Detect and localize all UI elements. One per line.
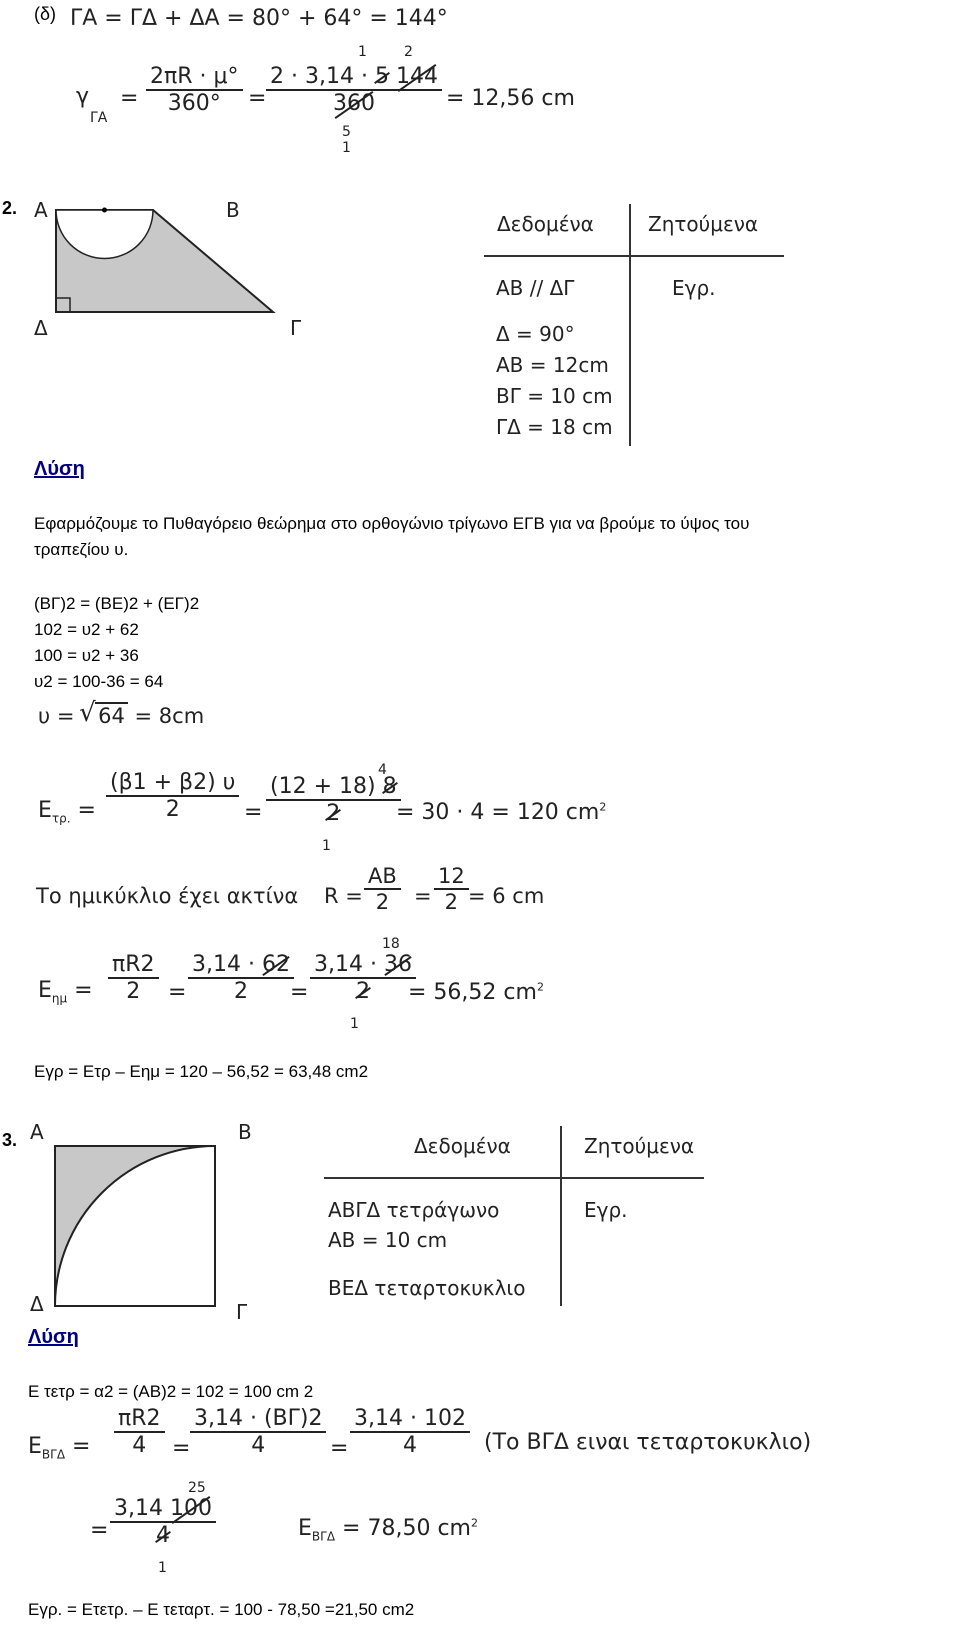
trapezoid-area-numeric bbox=[266, 774, 401, 826]
cancelled-number: 4 bbox=[155, 1523, 170, 1548]
trapezoid-area-result: = 30 · 4 = 120 $cm^2$ bbox=[396, 800, 607, 825]
fraction-denominator: 2 bbox=[233, 979, 248, 1004]
numerator-part: 3,14 bbox=[114, 1496, 170, 1521]
fraction-denominator: 2 bbox=[165, 797, 180, 822]
cancel-note-bottom: 1 bbox=[158, 1560, 167, 1576]
equals-sign: = bbox=[168, 980, 187, 1005]
fraction-numerator bbox=[310, 952, 416, 977]
fraction-numerator: 12 bbox=[438, 864, 465, 888]
area-symbol: E bbox=[38, 798, 52, 823]
area-subscript: ΒΓΔ bbox=[311, 1529, 336, 1544]
shaded-area-result-3: Eγρ. = Eτετρ. – E τεταρτ. = 100 - 78,50 =21,50 cm2 bbox=[28, 1600, 415, 1619]
fraction-numerator: 2πR · μ° bbox=[150, 64, 239, 89]
vertex-label-a: A bbox=[30, 1120, 44, 1144]
exercise-number-2: 2. bbox=[2, 198, 18, 218]
cancel-note-top-1: 1 bbox=[358, 44, 367, 60]
square-quarter-circle-figure bbox=[40, 1130, 250, 1310]
fraction-denominator: 2 bbox=[126, 979, 141, 1004]
fraction-denominator: 360° bbox=[167, 91, 221, 116]
exercise-number-3: 3. bbox=[2, 1130, 18, 1150]
semicircle-center-dot bbox=[102, 208, 107, 213]
area-symbol: E bbox=[28, 1434, 42, 1459]
fraction-denominator bbox=[152, 1523, 174, 1548]
cancelled-number: 2 bbox=[355, 979, 370, 1004]
quarter-area-step2 bbox=[190, 1406, 326, 1458]
pythagoras-eq-2: 102 = υ2 + 62 bbox=[34, 620, 139, 639]
semicircle-area-label: $E_{\eta\mu}$ = bbox=[38, 978, 93, 1006]
radius-symbol: R = bbox=[324, 884, 363, 908]
fraction-numerator bbox=[266, 64, 442, 89]
cancel-note-top: 18 bbox=[382, 936, 400, 952]
solution-text-line2: τραπεζίου υ. bbox=[34, 540, 129, 559]
trapezoid-area-formula bbox=[106, 770, 239, 822]
given-table-hline bbox=[484, 255, 784, 257]
area-symbol: E bbox=[38, 978, 52, 1003]
arc-length-result: = 12,56 cm bbox=[446, 86, 575, 111]
area-subscript: ημ bbox=[51, 991, 68, 1006]
wanted-header: Ζητούμενα bbox=[648, 212, 759, 236]
numerator-part: 2 · 3,14 · bbox=[270, 64, 375, 89]
cancelled-number: 62 bbox=[261, 952, 290, 977]
radius-fraction-numeric bbox=[434, 864, 469, 914]
fraction-denominator: 4 bbox=[251, 1433, 266, 1458]
height-result bbox=[38, 702, 204, 728]
cancelled-number: 144 bbox=[395, 64, 438, 89]
numerator-part: (12 + 18) bbox=[270, 774, 383, 799]
result-value: = 78,50 cm bbox=[342, 1516, 471, 1541]
cancel-note-top: 4 bbox=[378, 762, 387, 778]
cancel-note-bottom: 1 bbox=[350, 1016, 359, 1032]
fraction-numerator: πR2 bbox=[112, 952, 155, 977]
result-value: = 30 · 4 = 120 cm bbox=[396, 800, 600, 825]
wanted-header: Ζητούμενα bbox=[584, 1134, 695, 1158]
radius-result: = 6 cm bbox=[468, 884, 545, 908]
result-value: = 56,52 cm bbox=[408, 980, 537, 1005]
area-symbol: E bbox=[298, 1516, 312, 1541]
vertex-label-d: Δ bbox=[34, 316, 48, 340]
fraction-numerator bbox=[266, 774, 401, 799]
gamma-symbol: γ bbox=[76, 84, 90, 109]
quarter-area-formula bbox=[114, 1406, 165, 1458]
semicircle-area-formula bbox=[108, 952, 159, 1004]
pythagoras-eq-1: (ΒΓ)2 = (ΒΕ)2 + (ΕΓ)2 bbox=[34, 594, 200, 613]
gamma-subscript: ΓΑ bbox=[90, 110, 108, 126]
cancel-note-bottom-2: 1 bbox=[342, 140, 351, 156]
semicircle-radius-text: Το ημικύκλιο έχει ακτίνα bbox=[36, 884, 299, 908]
arc-length-numeric-fraction bbox=[266, 64, 442, 116]
vertex-label-d: Δ bbox=[30, 1292, 44, 1316]
square-root: √ 64 bbox=[95, 702, 128, 728]
fraction-denominator bbox=[329, 91, 379, 116]
numerator-part: 3,14 · bbox=[192, 952, 262, 977]
given-item: AB = 10 cm bbox=[328, 1228, 448, 1252]
solution-title: Λύση bbox=[34, 458, 85, 480]
given-header: Δεδομένα bbox=[497, 212, 594, 236]
quarter-circle-area-label: $E_{B\Gamma\Delta}$ = bbox=[28, 1434, 91, 1462]
fraction-numerator bbox=[188, 952, 294, 977]
wanted-item: Eγρ. bbox=[584, 1198, 628, 1222]
quarter-area-step3 bbox=[350, 1406, 470, 1458]
fraction-denominator: 4 bbox=[132, 1433, 147, 1458]
semicircle-area-step2 bbox=[188, 952, 294, 1004]
cancelled-number: 36 bbox=[383, 952, 412, 977]
shaded-area-result-2: Eγρ = Eτρ – Eημ = 120 – 56,52 = 63,48 cm2 bbox=[34, 1062, 369, 1081]
given-item: Δ = 90° bbox=[496, 322, 575, 346]
vertex-label-a: A bbox=[34, 198, 48, 222]
given-item: ΓΔ = 18 cm bbox=[496, 415, 613, 439]
vertex-label-b: B bbox=[238, 1120, 252, 1144]
fraction-numerator: πR2 bbox=[118, 1406, 161, 1431]
given-item: AB = 12cm bbox=[496, 353, 609, 377]
fraction-numerator: 3,14 · 102 bbox=[354, 1406, 466, 1431]
height-lhs: υ = bbox=[38, 704, 75, 728]
vertex-label-b: B bbox=[226, 198, 240, 222]
pythagoras-eq-3: 100 = υ2 + 36 bbox=[34, 646, 139, 665]
cancelled-number: 360 bbox=[332, 91, 375, 116]
cancelled-number: 2 bbox=[326, 801, 341, 826]
fraction-denominator bbox=[322, 801, 344, 826]
trapezoid-area-label: $E_{\tau\rho.}$ = bbox=[38, 798, 96, 826]
equals-sign: = bbox=[90, 1518, 109, 1543]
cancelled-number: 8 bbox=[382, 774, 397, 799]
given-table-vline bbox=[629, 204, 631, 446]
wanted-item: Eγρ. bbox=[672, 276, 716, 300]
equals-sign: = bbox=[330, 1436, 349, 1461]
quarter-circle-area-result: $E_{B\Gamma\Delta} = 78,50$ $cm^2$ bbox=[298, 1516, 478, 1544]
fraction-denominator bbox=[352, 979, 374, 1004]
area-subscript: ΒΓΔ bbox=[41, 1447, 66, 1462]
pythagoras-eq-4: υ2 = 100-36 = 64 bbox=[34, 672, 164, 691]
given-header: Δεδομένα bbox=[414, 1134, 511, 1158]
semicircle-area-step3 bbox=[310, 952, 416, 1004]
given-table-hline bbox=[324, 1177, 704, 1179]
fraction-denominator: 2 bbox=[444, 890, 459, 914]
equals-sign: = bbox=[172, 1436, 191, 1461]
semicircle-area-result: = 56,52 $cm^2$ bbox=[408, 980, 544, 1005]
shaded-region bbox=[55, 1146, 215, 1306]
quarter-area-step4 bbox=[110, 1496, 216, 1548]
cancel-note-top-2: 2 bbox=[404, 44, 413, 60]
equals-sign: = bbox=[414, 884, 432, 908]
cancel-note-bottom: 1 bbox=[322, 838, 331, 854]
vertex-label-g: Γ bbox=[290, 316, 302, 340]
given-table-vline bbox=[560, 1126, 562, 1306]
cancel-note-bottom-1: 5 bbox=[342, 124, 351, 140]
fraction-numerator bbox=[110, 1496, 216, 1521]
arc-sum-equation: ΓΑ = ΓΔ + ΔΑ = 80° + 64° = 144° bbox=[70, 6, 448, 31]
radius-fraction-symbolic bbox=[364, 864, 401, 914]
arc-length-formula-fraction bbox=[146, 64, 243, 116]
solution-title: Λύση bbox=[28, 1326, 79, 1348]
cancelled-number: 5 bbox=[374, 64, 389, 89]
area-subscript: τρ. bbox=[51, 811, 71, 826]
cancel-note-top: 25 bbox=[188, 1480, 206, 1496]
cancelled-number: 100 bbox=[169, 1496, 212, 1521]
height-rhs: = 8cm bbox=[134, 704, 205, 728]
trapezoid-figure bbox=[28, 190, 328, 350]
fraction-denominator: 4 bbox=[402, 1433, 417, 1458]
fraction-numerator: AB bbox=[368, 864, 397, 888]
fraction-numerator: 3,14 · (ΒΓ)2 bbox=[194, 1406, 323, 1431]
part-label-delta: (δ) bbox=[34, 4, 57, 24]
equals-sign: = bbox=[120, 86, 139, 111]
given-item: BΓ = 10 cm bbox=[496, 384, 613, 408]
quarter-circle-note: (Το ΒΓΔ ειναι τεταρτοκυκλιο) bbox=[484, 1430, 812, 1455]
equals-sign: = bbox=[244, 800, 263, 825]
solution-text-line1: Εφαρμόζουμε το Πυθαγόρειο θεώρημα στο ορθογώνιο τρίγωνο ΕΓΒ για να βρούμε το ύψος του bbox=[34, 514, 750, 533]
equals-sign: = bbox=[290, 980, 309, 1005]
given-item: BΕΔ τεταρτοκυκλιο bbox=[328, 1276, 526, 1300]
given-item: AB // ΔΓ bbox=[496, 276, 575, 300]
square-area-eq: E τετρ = α2 = (AB)2 = 102 = 100 cm 2 bbox=[28, 1382, 314, 1401]
given-item: ΑΒΓΔ τετράγωνο bbox=[328, 1198, 500, 1222]
fraction-numerator: (β1 + β2) υ bbox=[110, 770, 236, 795]
equals-sign: = bbox=[248, 86, 267, 111]
numerator-part: 3,14 · bbox=[314, 952, 384, 977]
vertex-label-g: Γ bbox=[236, 1300, 248, 1324]
fraction-denominator: 2 bbox=[375, 890, 390, 914]
